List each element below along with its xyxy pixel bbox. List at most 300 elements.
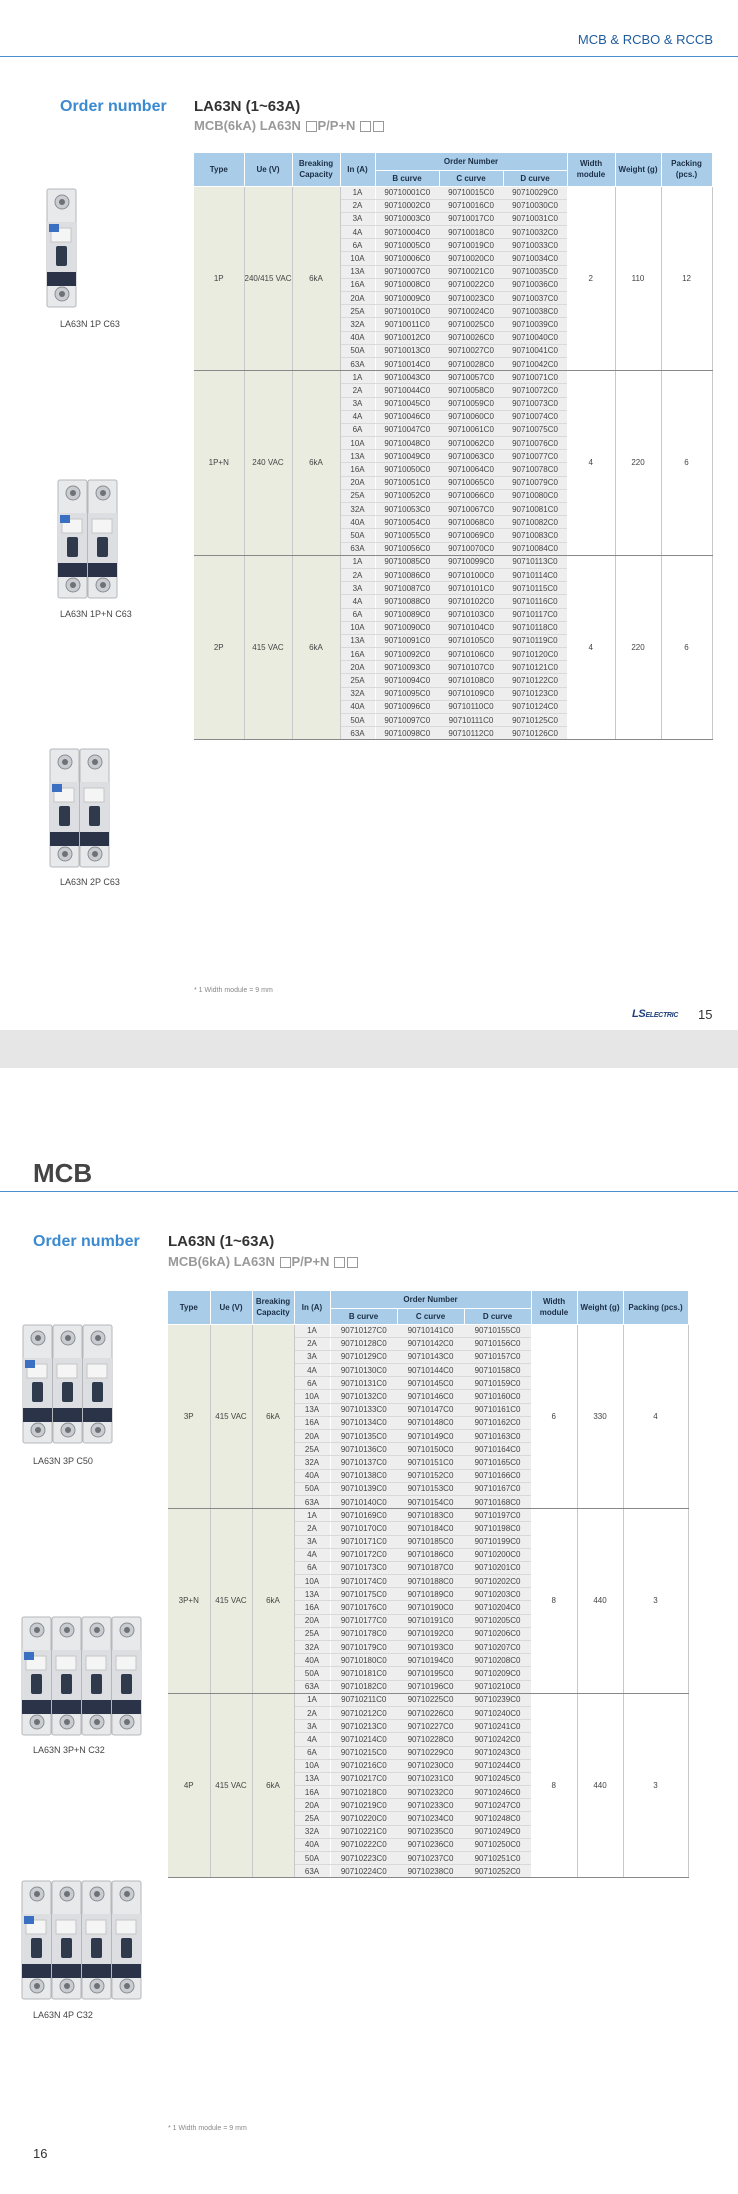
b-curve-order-number: 90710129C0 xyxy=(330,1350,397,1363)
c-curve-order-number: 90710238C0 xyxy=(397,1865,464,1878)
col-header-ue: Ue (V) xyxy=(244,153,292,186)
b-curve-order-number: 90710051C0 xyxy=(375,476,439,489)
col-header-breaking-capacity: Breaking Capacity xyxy=(292,153,340,186)
c-curve-order-number: 90710190C0 xyxy=(397,1601,464,1614)
current-cell: 1A xyxy=(340,186,375,199)
d-curve-order-number: 90710083C0 xyxy=(503,529,567,542)
b-curve-order-number: 90710049C0 xyxy=(375,450,439,463)
d-curve-order-number: 90710198C0 xyxy=(464,1522,531,1535)
b-curve-order-number: 90710223C0 xyxy=(330,1852,397,1865)
d-curve-order-number: 90710163C0 xyxy=(464,1430,531,1443)
d-curve-order-number: 90710243C0 xyxy=(464,1746,531,1759)
current-cell: 1A xyxy=(340,555,375,568)
current-cell: 16A xyxy=(340,463,375,476)
current-cell: 13A xyxy=(294,1588,330,1601)
d-curve-order-number: 90710118C0 xyxy=(503,621,567,634)
c-curve-order-number: 90710227C0 xyxy=(397,1720,464,1733)
c-curve-order-number: 90710103C0 xyxy=(439,608,503,621)
b-curve-order-number: 90710172C0 xyxy=(330,1548,397,1561)
b-curve-order-number: 90710045C0 xyxy=(375,397,439,410)
d-curve-order-number: 90710125C0 xyxy=(503,714,567,727)
current-cell: 4A xyxy=(340,226,375,239)
c-curve-order-number: 90710193C0 xyxy=(397,1641,464,1654)
current-cell: 25A xyxy=(340,489,375,502)
d-curve-order-number: 90710074C0 xyxy=(503,410,567,423)
b-curve-order-number: 90710131C0 xyxy=(330,1377,397,1390)
c-curve-order-number: 90710026C0 xyxy=(439,331,503,344)
section-title: MCB xyxy=(33,1158,93,1188)
c-curve-order-number: 90710019C0 xyxy=(439,239,503,252)
c-curve-order-number: 90710147C0 xyxy=(397,1403,464,1416)
width-module-cell: 4 xyxy=(567,371,615,556)
current-cell: 63A xyxy=(340,357,375,370)
b-curve-order-number: 90710097C0 xyxy=(375,714,439,727)
col-header-width-module: Width module xyxy=(531,1291,577,1324)
c-curve-order-number: 90710017C0 xyxy=(439,212,503,225)
d-curve-order-number: 90710082C0 xyxy=(503,516,567,529)
current-cell: 3A xyxy=(294,1720,330,1733)
d-curve-order-number: 90710042C0 xyxy=(503,357,567,370)
b-curve-order-number: 90710171C0 xyxy=(330,1535,397,1548)
product-image-4p xyxy=(21,1880,143,2005)
d-curve-order-number: 90710036C0 xyxy=(503,278,567,291)
breaking-cell: 6kA xyxy=(252,1324,294,1509)
b-curve-order-number: 90710175C0 xyxy=(330,1588,397,1601)
b-curve-order-number: 90710007C0 xyxy=(375,265,439,278)
c-curve-order-number: 90710149C0 xyxy=(397,1430,464,1443)
current-cell: 63A xyxy=(340,542,375,555)
b-curve-order-number: 90710091C0 xyxy=(375,634,439,647)
table-row xyxy=(194,186,712,199)
current-cell: 40A xyxy=(340,331,375,344)
section-divider xyxy=(0,1191,738,1192)
current-cell: 1A xyxy=(340,371,375,384)
d-curve-order-number: 90710080C0 xyxy=(503,489,567,502)
current-cell: 32A xyxy=(340,318,375,331)
c-curve-order-number: 90710154C0 xyxy=(397,1495,464,1508)
header-divider xyxy=(0,56,738,57)
d-curve-order-number: 90710205C0 xyxy=(464,1614,531,1627)
c-curve-order-number: 90710059C0 xyxy=(439,397,503,410)
b-curve-order-number: 90710009C0 xyxy=(375,292,439,305)
current-cell: 40A xyxy=(294,1838,330,1851)
current-cell: 1A xyxy=(294,1693,330,1706)
d-curve-order-number: 90710038C0 xyxy=(503,305,567,318)
b-curve-order-number: 90710085C0 xyxy=(375,555,439,568)
col-header-order-number: Order Number xyxy=(375,153,567,170)
d-curve-order-number: 90710209C0 xyxy=(464,1667,531,1680)
b-curve-order-number: 90710128C0 xyxy=(330,1337,397,1350)
c-curve-order-number: 90710061C0 xyxy=(439,423,503,436)
b-curve-order-number: 90710087C0 xyxy=(375,582,439,595)
weight-cell: 440 xyxy=(577,1693,623,1878)
col-header-in: In (A) xyxy=(340,153,375,186)
d-curve-order-number: 90710244C0 xyxy=(464,1759,531,1772)
ue-cell: 240 VAC xyxy=(244,371,292,556)
product-image-1p xyxy=(46,188,78,313)
c-curve-order-number: 90710112C0 xyxy=(439,727,503,740)
current-cell: 6A xyxy=(340,423,375,436)
c-curve-order-number: 90710184C0 xyxy=(397,1522,464,1535)
product-image-2p xyxy=(49,748,111,873)
breaking-cell: 6kA xyxy=(252,1509,294,1694)
d-curve-order-number: 90710084C0 xyxy=(503,542,567,555)
d-curve-order-number: 90710200C0 xyxy=(464,1548,531,1561)
current-cell: 2A xyxy=(294,1337,330,1350)
b-curve-order-number: 90710048C0 xyxy=(375,437,439,450)
c-curve-order-number: 90710183C0 xyxy=(397,1509,464,1522)
col-header-d-curve: D curve xyxy=(503,170,567,186)
b-curve-order-number: 90710173C0 xyxy=(330,1561,397,1574)
c-curve-order-number: 90710232C0 xyxy=(397,1786,464,1799)
d-curve-order-number: 90710079C0 xyxy=(503,476,567,489)
current-cell: 10A xyxy=(340,621,375,634)
b-curve-order-number: 90710216C0 xyxy=(330,1759,397,1772)
breaker-illustration xyxy=(57,479,119,599)
c-curve-order-number: 90710063C0 xyxy=(439,450,503,463)
d-curve-order-number: 90710204C0 xyxy=(464,1601,531,1614)
b-curve-order-number: 90710130C0 xyxy=(330,1364,397,1377)
current-cell: 25A xyxy=(294,1812,330,1825)
catalog-page-15 xyxy=(0,0,738,1030)
c-curve-order-number: 90710028C0 xyxy=(439,357,503,370)
c-curve-order-number: 90710099C0 xyxy=(439,555,503,568)
d-curve-order-number: 90710160C0 xyxy=(464,1390,531,1403)
c-curve-order-number: 90710152C0 xyxy=(397,1469,464,1482)
col-header-d-curve: D curve xyxy=(464,1308,531,1324)
c-curve-order-number: 90710062C0 xyxy=(439,437,503,450)
b-curve-order-number: 90710090C0 xyxy=(375,621,439,634)
d-curve-order-number: 90710246C0 xyxy=(464,1786,531,1799)
current-cell: 13A xyxy=(340,634,375,647)
b-curve-order-number: 90710096C0 xyxy=(375,700,439,713)
c-curve-order-number: 90710194C0 xyxy=(397,1654,464,1667)
b-curve-order-number: 90710086C0 xyxy=(375,568,439,581)
product-image-3p xyxy=(22,1324,114,1449)
b-curve-order-number: 90710140C0 xyxy=(330,1495,397,1508)
b-curve-order-number: 90710098C0 xyxy=(375,727,439,740)
breaking-cell: 6kA xyxy=(292,371,340,556)
width-module-cell: 6 xyxy=(531,1324,577,1509)
type-cell: 4P xyxy=(168,1693,210,1878)
ue-cell: 415 VAC xyxy=(210,1324,252,1509)
b-curve-order-number: 90710014C0 xyxy=(375,357,439,370)
current-cell: 40A xyxy=(294,1469,330,1482)
d-curve-order-number: 90710242C0 xyxy=(464,1733,531,1746)
c-curve-order-number: 90710107C0 xyxy=(439,661,503,674)
b-curve-order-number: 90710133C0 xyxy=(330,1403,397,1416)
c-curve-order-number: 90710110C0 xyxy=(439,700,503,713)
d-curve-order-number: 90710166C0 xyxy=(464,1469,531,1482)
current-cell: 25A xyxy=(340,674,375,687)
b-curve-order-number: 90710179C0 xyxy=(330,1641,397,1654)
current-cell: 16A xyxy=(294,1601,330,1614)
c-curve-order-number: 90710106C0 xyxy=(439,648,503,661)
current-cell: 32A xyxy=(294,1456,330,1469)
c-curve-order-number: 90710237C0 xyxy=(397,1852,464,1865)
b-curve-order-number: 90710011C0 xyxy=(375,318,439,331)
current-cell: 50A xyxy=(294,1482,330,1495)
product-image-1pn xyxy=(57,479,119,604)
c-curve-order-number: 90710069C0 xyxy=(439,529,503,542)
weight-cell: 440 xyxy=(577,1509,623,1694)
b-curve-order-number: 90710218C0 xyxy=(330,1786,397,1799)
b-curve-order-number: 90710170C0 xyxy=(330,1522,397,1535)
current-cell: 50A xyxy=(294,1667,330,1680)
c-curve-order-number: 90710188C0 xyxy=(397,1575,464,1588)
current-cell: 3A xyxy=(294,1350,330,1363)
c-curve-order-number: 90710196C0 xyxy=(397,1680,464,1693)
b-curve-order-number: 90710001C0 xyxy=(375,186,439,199)
current-cell: 2A xyxy=(294,1522,330,1535)
c-curve-order-number: 90710066C0 xyxy=(439,489,503,502)
c-curve-order-number: 90710020C0 xyxy=(439,252,503,265)
b-curve-order-number: 90710181C0 xyxy=(330,1667,397,1680)
b-curve-order-number: 90710222C0 xyxy=(330,1838,397,1851)
d-curve-order-number: 90710030C0 xyxy=(503,199,567,212)
current-cell: 63A xyxy=(294,1680,330,1693)
c-curve-order-number: 90710024C0 xyxy=(439,305,503,318)
col-header-ue: Ue (V) xyxy=(210,1291,252,1324)
col-header-packing: Packing (pcs.) xyxy=(661,153,712,186)
d-curve-order-number: 90710245C0 xyxy=(464,1772,531,1785)
d-curve-order-number: 90710077C0 xyxy=(503,450,567,463)
page-number: 15 xyxy=(698,1007,713,1022)
d-curve-order-number: 90710241C0 xyxy=(464,1720,531,1733)
table-row xyxy=(194,555,712,568)
d-curve-order-number: 90710071C0 xyxy=(503,371,567,384)
page-gap xyxy=(0,1030,738,1068)
breaking-cell: 6kA xyxy=(292,186,340,371)
table-row xyxy=(168,1509,688,1522)
current-cell: 40A xyxy=(340,700,375,713)
d-curve-order-number: 90710161C0 xyxy=(464,1403,531,1416)
current-cell: 6A xyxy=(340,608,375,621)
width-module-cell: 8 xyxy=(531,1509,577,1694)
product-image-3pn xyxy=(21,1616,143,1741)
current-cell: 20A xyxy=(340,292,375,305)
product-caption: LA63N 1P C63 xyxy=(60,319,120,329)
c-curve-order-number: 90710101C0 xyxy=(439,582,503,595)
d-curve-order-number: 90710116C0 xyxy=(503,595,567,608)
d-curve-order-number: 90710249C0 xyxy=(464,1825,531,1838)
d-curve-order-number: 90710156C0 xyxy=(464,1337,531,1350)
c-curve-order-number: 90710023C0 xyxy=(439,292,503,305)
b-curve-order-number: 90710137C0 xyxy=(330,1456,397,1469)
order-number-label: Order number xyxy=(60,98,167,115)
current-cell: 63A xyxy=(294,1865,330,1878)
order-number-table xyxy=(194,153,713,740)
d-curve-order-number: 90710075C0 xyxy=(503,423,567,436)
c-curve-order-number: 90710068C0 xyxy=(439,516,503,529)
c-curve-order-number: 90710027C0 xyxy=(439,344,503,357)
b-curve-order-number: 90710221C0 xyxy=(330,1825,397,1838)
current-cell: 2A xyxy=(340,384,375,397)
c-curve-order-number: 90710235C0 xyxy=(397,1825,464,1838)
type-cell: 3P xyxy=(168,1324,210,1509)
breaker-illustration xyxy=(21,1880,143,2000)
b-curve-order-number: 90710132C0 xyxy=(330,1390,397,1403)
ue-cell: 415 VAC xyxy=(244,555,292,740)
ue-cell: 415 VAC xyxy=(210,1693,252,1878)
c-curve-order-number: 90710195C0 xyxy=(397,1667,464,1680)
b-curve-order-number: 90710013C0 xyxy=(375,344,439,357)
current-cell: 50A xyxy=(294,1852,330,1865)
order-number-table xyxy=(168,1291,689,1878)
current-cell: 50A xyxy=(340,344,375,357)
b-curve-order-number: 90710178C0 xyxy=(330,1627,397,1640)
current-cell: 3A xyxy=(294,1535,330,1548)
d-curve-order-number: 90710034C0 xyxy=(503,252,567,265)
c-curve-order-number: 90710153C0 xyxy=(397,1482,464,1495)
c-curve-order-number: 90710231C0 xyxy=(397,1772,464,1785)
d-curve-order-number: 90710239C0 xyxy=(464,1693,531,1706)
product-subtitle: MCB(6kA) LA63N P/P+N xyxy=(168,1254,359,1269)
col-header-type: Type xyxy=(194,153,244,186)
c-curve-order-number: 90710144C0 xyxy=(397,1364,464,1377)
catalog-page-16 xyxy=(0,1068,738,2194)
col-header-order-number: Order Number xyxy=(330,1291,531,1308)
c-curve-order-number: 90710148C0 xyxy=(397,1416,464,1429)
b-curve-order-number: 90710046C0 xyxy=(375,410,439,423)
current-cell: 2A xyxy=(340,568,375,581)
ue-cell: 240/415 VAC xyxy=(244,186,292,371)
d-curve-order-number: 90710122C0 xyxy=(503,674,567,687)
current-cell: 63A xyxy=(294,1495,330,1508)
b-curve-order-number: 90710177C0 xyxy=(330,1614,397,1627)
b-curve-order-number: 90710006C0 xyxy=(375,252,439,265)
d-curve-order-number: 90710202C0 xyxy=(464,1575,531,1588)
packing-cell: 4 xyxy=(623,1324,688,1509)
d-curve-order-number: 90710165C0 xyxy=(464,1456,531,1469)
c-curve-order-number: 90710060C0 xyxy=(439,410,503,423)
order-number-label: Order number xyxy=(33,1233,140,1250)
col-header-weight: Weight (g) xyxy=(577,1291,623,1324)
c-curve-order-number: 90710065C0 xyxy=(439,476,503,489)
d-curve-order-number: 90710114C0 xyxy=(503,568,567,581)
current-cell: 25A xyxy=(340,305,375,318)
b-curve-order-number: 90710003C0 xyxy=(375,212,439,225)
weight-cell: 220 xyxy=(615,371,661,556)
current-cell: 4A xyxy=(294,1548,330,1561)
d-curve-order-number: 90710123C0 xyxy=(503,687,567,700)
d-curve-order-number: 90710201C0 xyxy=(464,1561,531,1574)
c-curve-order-number: 90710230C0 xyxy=(397,1759,464,1772)
c-curve-order-number: 90710022C0 xyxy=(439,278,503,291)
current-cell: 63A xyxy=(340,727,375,740)
current-cell: 50A xyxy=(340,529,375,542)
current-cell: 13A xyxy=(340,450,375,463)
b-curve-order-number: 90710215C0 xyxy=(330,1746,397,1759)
c-curve-order-number: 90710018C0 xyxy=(439,226,503,239)
b-curve-order-number: 90710138C0 xyxy=(330,1469,397,1482)
current-cell: 13A xyxy=(294,1403,330,1416)
current-cell: 4A xyxy=(340,595,375,608)
current-cell: 20A xyxy=(294,1614,330,1627)
current-cell: 50A xyxy=(340,714,375,727)
current-cell: 4A xyxy=(340,410,375,423)
current-cell: 4A xyxy=(294,1733,330,1746)
c-curve-order-number: 90710146C0 xyxy=(397,1390,464,1403)
c-curve-order-number: 90710185C0 xyxy=(397,1535,464,1548)
current-cell: 16A xyxy=(294,1416,330,1429)
product-caption: LA63N 1P+N C63 xyxy=(60,609,132,619)
packing-cell: 3 xyxy=(623,1693,688,1878)
d-curve-order-number: 90710157C0 xyxy=(464,1350,531,1363)
breaker-illustration xyxy=(21,1616,143,1736)
d-curve-order-number: 90710162C0 xyxy=(464,1416,531,1429)
col-header-breaking-capacity: Breaking Capacity xyxy=(252,1291,294,1324)
b-curve-order-number: 90710211C0 xyxy=(330,1693,397,1706)
weight-cell: 110 xyxy=(615,186,661,371)
b-curve-order-number: 90710047C0 xyxy=(375,423,439,436)
d-curve-order-number: 90710032C0 xyxy=(503,226,567,239)
d-curve-order-number: 90710037C0 xyxy=(503,292,567,305)
width-module-cell: 2 xyxy=(567,186,615,371)
current-cell: 25A xyxy=(294,1627,330,1640)
current-cell: 3A xyxy=(340,212,375,225)
b-curve-order-number: 90710002C0 xyxy=(375,199,439,212)
d-curve-order-number: 90710167C0 xyxy=(464,1482,531,1495)
table-row xyxy=(194,371,712,384)
b-curve-order-number: 90710044C0 xyxy=(375,384,439,397)
d-curve-order-number: 90710164C0 xyxy=(464,1443,531,1456)
current-cell: 3A xyxy=(340,397,375,410)
b-curve-order-number: 90710010C0 xyxy=(375,305,439,318)
b-curve-order-number: 90710174C0 xyxy=(330,1575,397,1588)
d-curve-order-number: 90710124C0 xyxy=(503,700,567,713)
b-curve-order-number: 90710219C0 xyxy=(330,1799,397,1812)
b-curve-order-number: 90710220C0 xyxy=(330,1812,397,1825)
d-curve-order-number: 90710117C0 xyxy=(503,608,567,621)
current-cell: 10A xyxy=(294,1759,330,1772)
col-header-in: In (A) xyxy=(294,1291,330,1324)
c-curve-order-number: 90710070C0 xyxy=(439,542,503,555)
weight-cell: 330 xyxy=(577,1324,623,1509)
section-header-title: MCB & RCBO & RCCB xyxy=(577,32,713,47)
d-curve-order-number: 90710121C0 xyxy=(503,661,567,674)
col-header-weight: Weight (g) xyxy=(615,153,661,186)
col-header-b-curve: B curve xyxy=(375,170,439,186)
b-curve-order-number: 90710182C0 xyxy=(330,1680,397,1693)
packing-cell: 3 xyxy=(623,1509,688,1694)
c-curve-order-number: 90710021C0 xyxy=(439,265,503,278)
current-cell: 13A xyxy=(340,265,375,278)
c-curve-order-number: 90710100C0 xyxy=(439,568,503,581)
b-curve-order-number: 90710092C0 xyxy=(375,648,439,661)
d-curve-order-number: 90710119C0 xyxy=(503,634,567,647)
c-curve-order-number: 90710109C0 xyxy=(439,687,503,700)
b-curve-order-number: 90710043C0 xyxy=(375,371,439,384)
table-row xyxy=(168,1693,688,1706)
d-curve-order-number: 90710206C0 xyxy=(464,1627,531,1640)
c-curve-order-number: 90710102C0 xyxy=(439,595,503,608)
c-curve-order-number: 90710233C0 xyxy=(397,1799,464,1812)
d-curve-order-number: 90710250C0 xyxy=(464,1838,531,1851)
packing-cell: 12 xyxy=(661,186,712,371)
d-curve-order-number: 90710041C0 xyxy=(503,344,567,357)
b-curve-order-number: 90710213C0 xyxy=(330,1720,397,1733)
b-curve-order-number: 90710054C0 xyxy=(375,516,439,529)
d-curve-order-number: 90710203C0 xyxy=(464,1588,531,1601)
d-curve-order-number: 90710247C0 xyxy=(464,1799,531,1812)
breaker-illustration xyxy=(46,188,78,308)
c-curve-order-number: 90710189C0 xyxy=(397,1588,464,1601)
type-cell: 1P xyxy=(194,186,244,371)
d-curve-order-number: 90710076C0 xyxy=(503,437,567,450)
c-curve-order-number: 90710234C0 xyxy=(397,1812,464,1825)
c-curve-order-number: 90710104C0 xyxy=(439,621,503,634)
